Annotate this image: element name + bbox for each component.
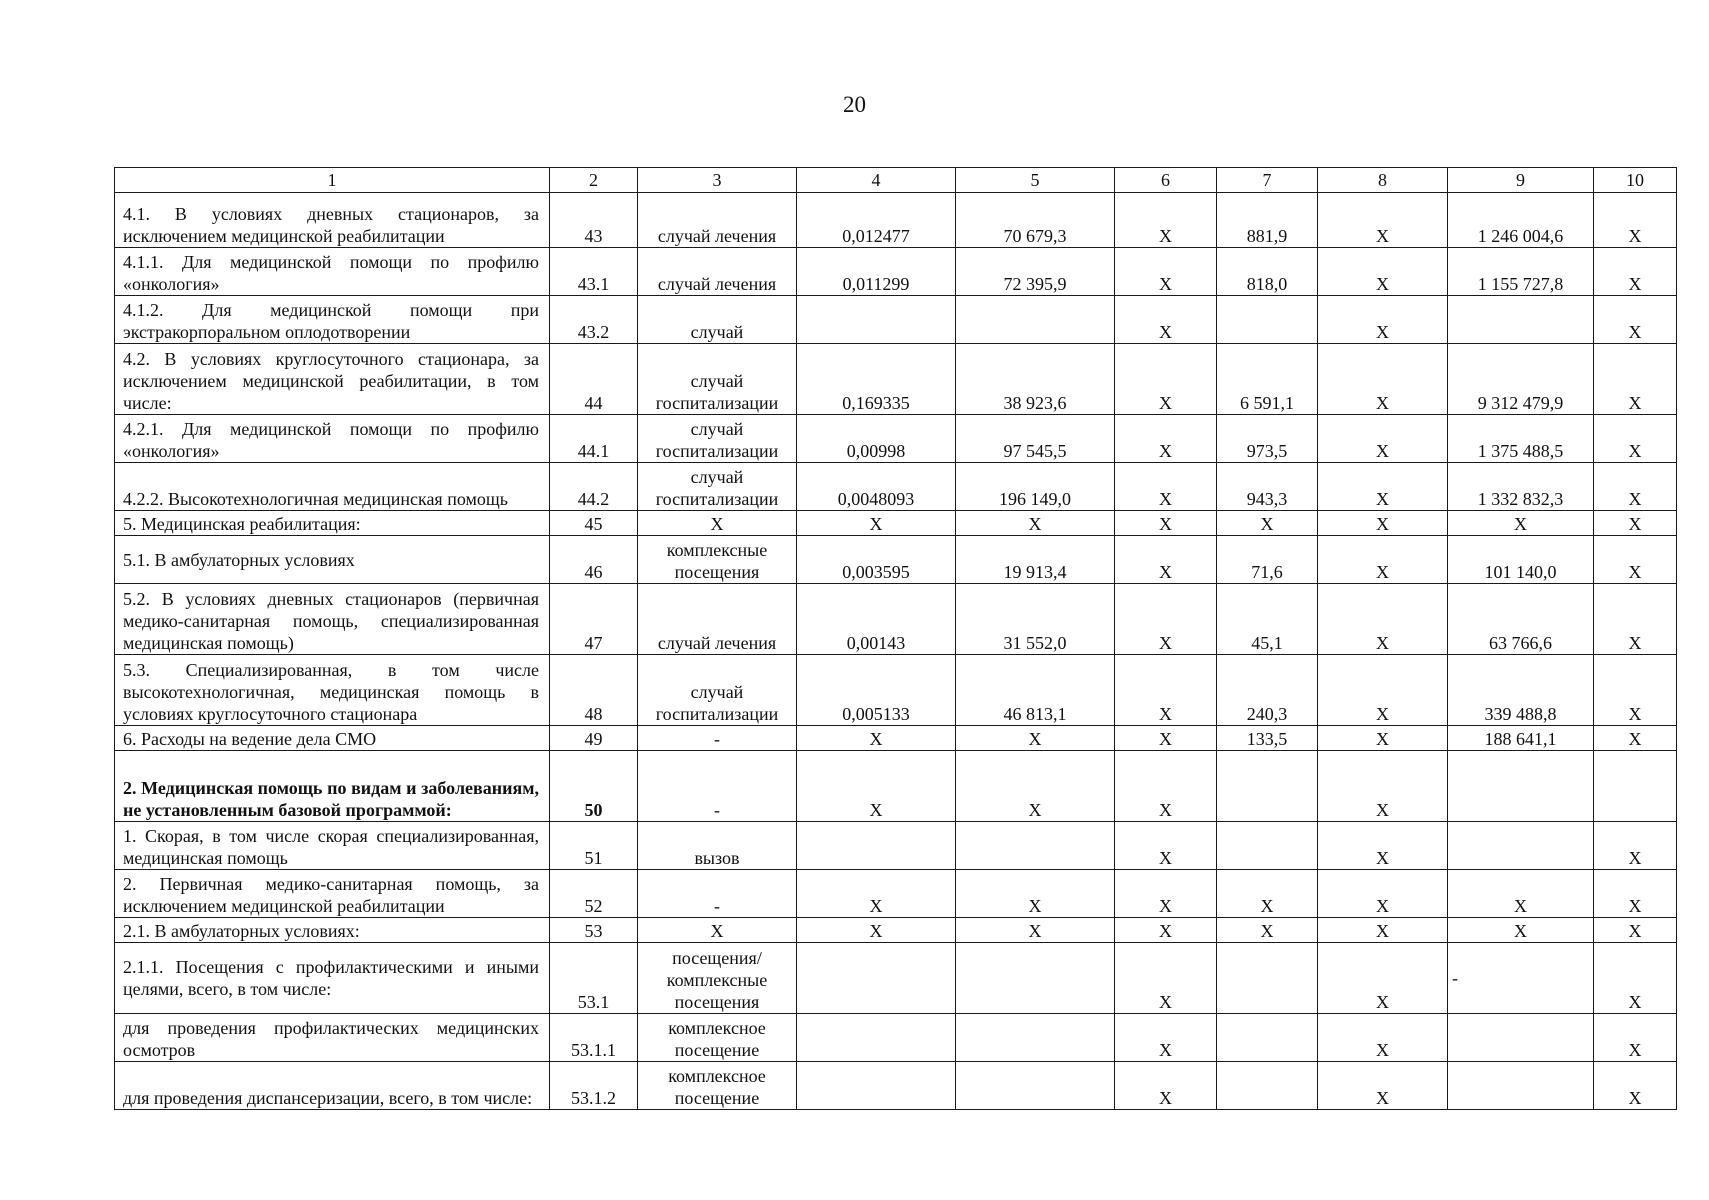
cell-col9: 101 140,0: [1448, 536, 1594, 584]
cell-col7: 133,5: [1217, 726, 1318, 751]
row-code: 43.2: [550, 296, 638, 344]
cell-col7: 881,9: [1217, 193, 1318, 248]
row-code: 48: [550, 655, 638, 726]
row-code: 43.1: [550, 248, 638, 296]
cell-col4: 0,0048093: [797, 463, 956, 511]
row-name: для проведения диспансеризации, всего, в том числе:: [115, 1062, 550, 1110]
row-name: для проведения профилактических медицинских осмотров: [115, 1014, 550, 1062]
cell-col5: 19 913,4: [956, 536, 1115, 584]
cell-col10: X: [1594, 415, 1677, 463]
cell-col7: 240,3: [1217, 655, 1318, 726]
cell-col6: X: [1115, 536, 1217, 584]
cell-col4: 0,00998: [797, 415, 956, 463]
cell-col9: 9 312 479,9: [1448, 344, 1594, 415]
table-header-row: [115, 168, 1677, 193]
cell-col4: [797, 296, 956, 344]
table-row: [115, 248, 1677, 296]
cell-col8: X: [1318, 822, 1448, 870]
cell-col8: X: [1318, 655, 1448, 726]
column-header: 1: [115, 168, 550, 193]
cell-col4: [797, 1014, 956, 1062]
cell-col6: X: [1115, 511, 1217, 536]
table-row: [115, 726, 1677, 751]
row-unit: случай госпитализации: [638, 463, 797, 511]
cell-col6: X: [1115, 1014, 1217, 1062]
row-unit: -: [638, 870, 797, 918]
cell-col8: X: [1318, 1014, 1448, 1062]
row-name: 2.1. В амбулаторных условиях:: [115, 918, 550, 943]
row-unit: вызов: [638, 822, 797, 870]
table-row: [115, 584, 1677, 655]
cell-col8: X: [1318, 726, 1448, 751]
cell-col8: X: [1318, 751, 1448, 822]
cell-col4: 0,00143: [797, 584, 956, 655]
row-name: 4.1. В условиях дневных стационаров, за исключением медицинской реабилитации: [115, 193, 550, 248]
cell-col9: [1448, 751, 1594, 822]
column-header: 3: [638, 168, 797, 193]
row-name: 5. Медицинская реабилитация:: [115, 511, 550, 536]
row-code: 53.1.1: [550, 1014, 638, 1062]
cell-col8: X: [1318, 415, 1448, 463]
cell-col10: X: [1594, 870, 1677, 918]
cell-col5: [956, 822, 1115, 870]
cell-col10: X: [1594, 344, 1677, 415]
cell-col9: X: [1448, 918, 1594, 943]
column-header: 6: [1115, 168, 1217, 193]
cell-col8: X: [1318, 536, 1448, 584]
row-name: 4.1.2. Для медицинской помощи при экстракорпоральном оплодотворении: [115, 296, 550, 344]
row-code: 53.1: [550, 943, 638, 1014]
cell-col5: X: [956, 511, 1115, 536]
cell-col5: 31 552,0: [956, 584, 1115, 655]
cell-col5: X: [956, 751, 1115, 822]
table-row: [115, 822, 1677, 870]
cell-col9: 1 246 004,6: [1448, 193, 1594, 248]
table-row: [115, 943, 1677, 1014]
cell-col10: X: [1594, 1014, 1677, 1062]
cell-col10: X: [1594, 655, 1677, 726]
cell-col5: [956, 943, 1115, 1014]
cell-col7: 71,6: [1217, 536, 1318, 584]
cell-col7: 6 591,1: [1217, 344, 1318, 415]
page-number: 20: [843, 92, 866, 117]
row-code: 45: [550, 511, 638, 536]
cell-col9: 63 766,6: [1448, 584, 1594, 655]
cell-col8: X: [1318, 344, 1448, 415]
cell-col5: 72 395,9: [956, 248, 1115, 296]
cell-col9: X: [1448, 870, 1594, 918]
cell-col5: [956, 296, 1115, 344]
cell-col9: [1448, 296, 1594, 344]
cell-col7: X: [1217, 918, 1318, 943]
row-unit: X: [638, 511, 797, 536]
table-row: [115, 463, 1677, 511]
cell-col10: X: [1594, 248, 1677, 296]
cell-col5: 196 149,0: [956, 463, 1115, 511]
cell-col7: [1217, 943, 1318, 1014]
row-name: 4.2.1. Для медицинской помощи по профилю «онкология»: [115, 415, 550, 463]
cell-col6: X: [1115, 584, 1217, 655]
cell-col6: X: [1115, 726, 1217, 751]
cell-col6: X: [1115, 870, 1217, 918]
cell-col8: X: [1318, 463, 1448, 511]
row-code: 49: [550, 726, 638, 751]
table-row: [115, 296, 1677, 344]
cell-col7: 818,0: [1217, 248, 1318, 296]
cell-col4: X: [797, 870, 956, 918]
cell-col10: X: [1594, 296, 1677, 344]
row-code: 53: [550, 918, 638, 943]
row-unit: случай госпитализации: [638, 415, 797, 463]
cell-col9: 188 641,1: [1448, 726, 1594, 751]
cell-col4: 0,169335: [797, 344, 956, 415]
cell-col4: X: [797, 751, 956, 822]
row-name: 2. Медицинская помощь по видам и заболеваниям, не установленным базовой программой:: [115, 751, 550, 822]
cell-col7: X: [1217, 870, 1318, 918]
row-unit: -: [638, 726, 797, 751]
row-name: 4.1.1. Для медицинской помощи по профилю «онкология»: [115, 248, 550, 296]
cell-col10: X: [1594, 726, 1677, 751]
cell-col6: X: [1115, 296, 1217, 344]
cell-col6: X: [1115, 1062, 1217, 1110]
cell-col5: 38 923,6: [956, 344, 1115, 415]
row-code: 51: [550, 822, 638, 870]
table-row: [115, 344, 1677, 415]
cell-col7: 45,1: [1217, 584, 1318, 655]
cell-col10: X: [1594, 943, 1677, 1014]
cell-col5: [956, 1014, 1115, 1062]
cell-col8: X: [1318, 870, 1448, 918]
cell-col9: [1448, 822, 1594, 870]
cell-col8: X: [1318, 248, 1448, 296]
row-code: 53.1.2: [550, 1062, 638, 1110]
row-code: 44: [550, 344, 638, 415]
cell-col6: X: [1115, 248, 1217, 296]
cell-col5: X: [956, 918, 1115, 943]
row-name: 5.2. В условиях дневных стационаров (первичная медико-санитарная помощь, специализированная медицинская помощь): [115, 584, 550, 655]
row-code: 44.2: [550, 463, 638, 511]
cell-col9: -: [1448, 943, 1594, 1014]
cell-col8: X: [1318, 1062, 1448, 1110]
cell-col8: X: [1318, 584, 1448, 655]
row-unit: посещения/ комплексные посещения: [638, 943, 797, 1014]
document-table: [114, 167, 1677, 1110]
cell-col5: [956, 1062, 1115, 1110]
cell-col7: [1217, 1014, 1318, 1062]
table-row: [115, 1062, 1677, 1110]
cell-col10: X: [1594, 511, 1677, 536]
cell-col5: 97 545,5: [956, 415, 1115, 463]
row-name: 4.2. В условиях круглосуточного стационара, за исключением медицинской реабилитации, в том числе:: [115, 344, 550, 415]
cell-col6: X: [1115, 822, 1217, 870]
column-header: 7: [1217, 168, 1318, 193]
cell-col7: [1217, 822, 1318, 870]
cell-col8: X: [1318, 193, 1448, 248]
row-name: 2. Первичная медико-санитарная помощь, за исключением медицинской реабилитации: [115, 870, 550, 918]
cell-col4: 0,005133: [797, 655, 956, 726]
row-unit: случай: [638, 296, 797, 344]
table-row: [115, 751, 1677, 822]
table-row: [115, 536, 1677, 584]
cell-col4: X: [797, 511, 956, 536]
row-unit: комплексные посещения: [638, 536, 797, 584]
row-name: 5.1. В амбулаторных условиях: [115, 536, 550, 584]
row-unit: комплексное посещение: [638, 1062, 797, 1110]
cell-col6: X: [1115, 751, 1217, 822]
cell-col7: X: [1217, 511, 1318, 536]
cell-col10: X: [1594, 1062, 1677, 1110]
cell-col10: X: [1594, 918, 1677, 943]
column-header: 8: [1318, 168, 1448, 193]
table-row: [115, 415, 1677, 463]
row-code: 52: [550, 870, 638, 918]
cell-col6: X: [1115, 943, 1217, 1014]
cell-col4: X: [797, 726, 956, 751]
cell-col10: [1594, 751, 1677, 822]
row-unit: случай лечения: [638, 584, 797, 655]
cell-col9: [1448, 1014, 1594, 1062]
row-name: 6. Расходы на ведение дела СМО: [115, 726, 550, 751]
cell-col9: 1 332 832,3: [1448, 463, 1594, 511]
row-code: 46: [550, 536, 638, 584]
cell-col7: [1217, 1062, 1318, 1110]
cell-col9: 339 488,8: [1448, 655, 1594, 726]
cell-col10: X: [1594, 822, 1677, 870]
cell-col7: 943,3: [1217, 463, 1318, 511]
cell-col9: 1 375 488,5: [1448, 415, 1594, 463]
cell-col6: X: [1115, 918, 1217, 943]
cell-col8: X: [1318, 296, 1448, 344]
cell-col5: X: [956, 870, 1115, 918]
table-row: [115, 655, 1677, 726]
row-name: 5.3. Специализированная, в том числе высокотехнологичная, медицинская помощь в условиях круглосуточного стационара: [115, 655, 550, 726]
row-code: 50: [550, 751, 638, 822]
row-code: 44.1: [550, 415, 638, 463]
cell-col6: X: [1115, 344, 1217, 415]
row-code: 43: [550, 193, 638, 248]
cell-col4: 0,012477: [797, 193, 956, 248]
cell-col9: X: [1448, 511, 1594, 536]
row-unit: -: [638, 751, 797, 822]
column-header: 9: [1448, 168, 1594, 193]
cell-col10: X: [1594, 463, 1677, 511]
row-unit: случай госпитализации: [638, 344, 797, 415]
row-unit: случай лечения: [638, 248, 797, 296]
cell-col6: X: [1115, 463, 1217, 511]
table-row: [115, 918, 1677, 943]
cell-col5: 70 679,3: [956, 193, 1115, 248]
table-row: [115, 1014, 1677, 1062]
cell-col10: X: [1594, 536, 1677, 584]
table-row: [115, 193, 1677, 248]
cell-col4: 0,011299: [797, 248, 956, 296]
cell-col6: X: [1115, 193, 1217, 248]
row-unit: случай госпитализации: [638, 655, 797, 726]
cell-col10: X: [1594, 193, 1677, 248]
cell-col6: X: [1115, 655, 1217, 726]
table-row: [115, 511, 1677, 536]
cell-col9: 1 155 727,8: [1448, 248, 1594, 296]
table-row: [115, 870, 1677, 918]
cell-col4: [797, 943, 956, 1014]
row-name: 1. Скорая, в том числе скорая специализированная, медицинская помощь: [115, 822, 550, 870]
column-header: 4: [797, 168, 956, 193]
column-header: 2: [550, 168, 638, 193]
row-unit: случай лечения: [638, 193, 797, 248]
column-header: 5: [956, 168, 1115, 193]
cell-col7: [1217, 296, 1318, 344]
cell-col5: 46 813,1: [956, 655, 1115, 726]
cell-col9: [1448, 1062, 1594, 1110]
cell-col4: [797, 1062, 956, 1110]
row-code: 47: [550, 584, 638, 655]
cell-col4: X: [797, 918, 956, 943]
cell-col10: X: [1594, 584, 1677, 655]
cell-col8: X: [1318, 943, 1448, 1014]
row-unit: X: [638, 918, 797, 943]
row-unit: комплексное посещение: [638, 1014, 797, 1062]
row-name: 4.2.2. Высокотехнологичная медицинская помощь: [115, 463, 550, 511]
row-name: 2.1.1. Посещения с профилактическими и иными целями, всего, в том числе:: [115, 943, 550, 1014]
cell-col5: X: [956, 726, 1115, 751]
cell-col7: [1217, 751, 1318, 822]
column-header: 10: [1594, 168, 1677, 193]
cell-col4: [797, 822, 956, 870]
cell-col6: X: [1115, 415, 1217, 463]
cell-col4: 0,003595: [797, 536, 956, 584]
cell-col7: 973,5: [1217, 415, 1318, 463]
cell-col8: X: [1318, 918, 1448, 943]
cell-col8: X: [1318, 511, 1448, 536]
